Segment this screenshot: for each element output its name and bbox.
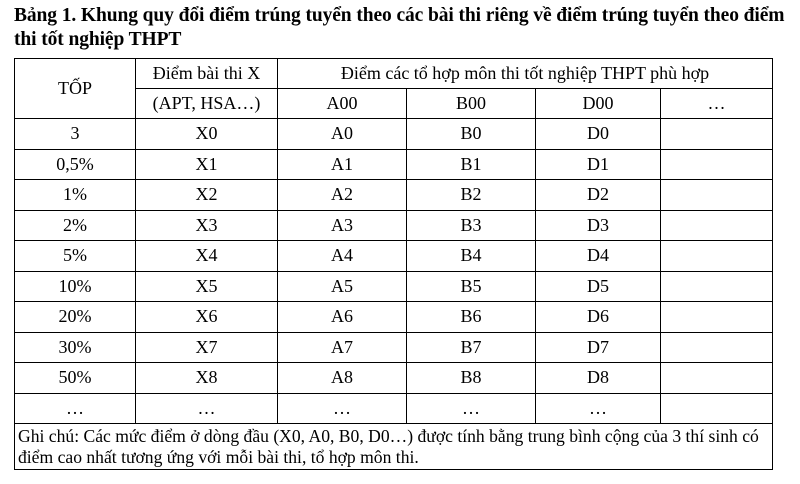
cell-exam: X5	[136, 271, 278, 302]
cell-exam: X3	[136, 210, 278, 241]
cell-more	[661, 302, 773, 333]
cell-d00: …	[536, 393, 661, 424]
table-row	[15, 241, 773, 272]
note-row	[15, 424, 773, 470]
table-row	[15, 271, 773, 302]
table-row	[15, 119, 773, 150]
header-combo-a00: A00	[278, 89, 407, 119]
cell-exam: …	[136, 393, 278, 424]
cell-more	[661, 149, 773, 180]
cell-a00: A8	[278, 363, 407, 394]
cell-top: 30%	[15, 332, 136, 363]
cell-exam: X8	[136, 363, 278, 394]
cell-d00: D0	[536, 119, 661, 150]
cell-b00: B1	[407, 149, 536, 180]
header-exam-line2: (APT, HSA…)	[136, 89, 278, 119]
header-combo-group: Điểm các tổ hợp môn thi tốt nghiệp THPT phù hợp	[278, 59, 773, 89]
cell-b00: B2	[407, 180, 536, 211]
cell-d00: D1	[536, 149, 661, 180]
header-top: TỐP	[15, 59, 136, 119]
cell-b00: B3	[407, 210, 536, 241]
cell-more	[661, 210, 773, 241]
cell-d00: D4	[536, 241, 661, 272]
cell-a00: A0	[278, 119, 407, 150]
cell-exam: X4	[136, 241, 278, 272]
cell-exam: X0	[136, 119, 278, 150]
header-combo-d00: D00	[536, 89, 661, 119]
cell-a00: A4	[278, 241, 407, 272]
cell-b00: B0	[407, 119, 536, 150]
cell-b00: …	[407, 393, 536, 424]
cell-a00: A5	[278, 271, 407, 302]
conversion-table	[14, 58, 773, 470]
cell-b00: B7	[407, 332, 536, 363]
cell-more	[661, 393, 773, 424]
cell-a00: A2	[278, 180, 407, 211]
table-row	[15, 302, 773, 333]
cell-d00: D8	[536, 363, 661, 394]
cell-b00: B5	[407, 271, 536, 302]
cell-exam: X2	[136, 180, 278, 211]
cell-b00: B8	[407, 363, 536, 394]
cell-d00: D6	[536, 302, 661, 333]
cell-top: 0,5%	[15, 149, 136, 180]
cell-exam: X1	[136, 149, 278, 180]
cell-d00: D2	[536, 180, 661, 211]
cell-more	[661, 180, 773, 211]
header-combo-more: …	[661, 89, 773, 119]
table-row	[15, 180, 773, 211]
table-row	[15, 210, 773, 241]
cell-top: 3	[15, 119, 136, 150]
table-caption: Bảng 1. Khung quy đổi điểm trúng tuyển theo các bài thi riêng về điểm trúng tuyển theo điểm thi tốt nghiệp THPT	[14, 5, 785, 50]
table-row	[15, 363, 773, 394]
cell-top: 50%	[15, 363, 136, 394]
cell-top: 5%	[15, 241, 136, 272]
cell-top: 10%	[15, 271, 136, 302]
table-row	[15, 332, 773, 363]
cell-more	[661, 271, 773, 302]
cell-d00: D5	[536, 271, 661, 302]
table-row	[15, 393, 773, 424]
header-combo-b00: B00	[407, 89, 536, 119]
cell-a00: A3	[278, 210, 407, 241]
cell-top: …	[15, 393, 136, 424]
cell-more	[661, 332, 773, 363]
header-row-1	[15, 59, 773, 89]
table-note: Ghi chú: Các mức điểm ở dòng đầu (X0, A0, B0, D0…) được tính bằng trung bình cộng của 3 thí sinh có điểm cao nhất tương ứng với mỗi bài thi, tổ hợp môn thi.	[15, 424, 773, 470]
header-exam-line1: Điểm bài thi X	[136, 59, 278, 89]
cell-top: 1%	[15, 180, 136, 211]
cell-more	[661, 241, 773, 272]
cell-d00: D3	[536, 210, 661, 241]
cell-a00: A1	[278, 149, 407, 180]
cell-more	[661, 363, 773, 394]
cell-b00: B4	[407, 241, 536, 272]
cell-exam: X6	[136, 302, 278, 333]
cell-a00: A7	[278, 332, 407, 363]
cell-a00: A6	[278, 302, 407, 333]
table-row	[15, 149, 773, 180]
cell-exam: X7	[136, 332, 278, 363]
cell-b00: B6	[407, 302, 536, 333]
cell-a00: …	[278, 393, 407, 424]
cell-top: 20%	[15, 302, 136, 333]
cell-d00: D7	[536, 332, 661, 363]
cell-more	[661, 119, 773, 150]
cell-top: 2%	[15, 210, 136, 241]
